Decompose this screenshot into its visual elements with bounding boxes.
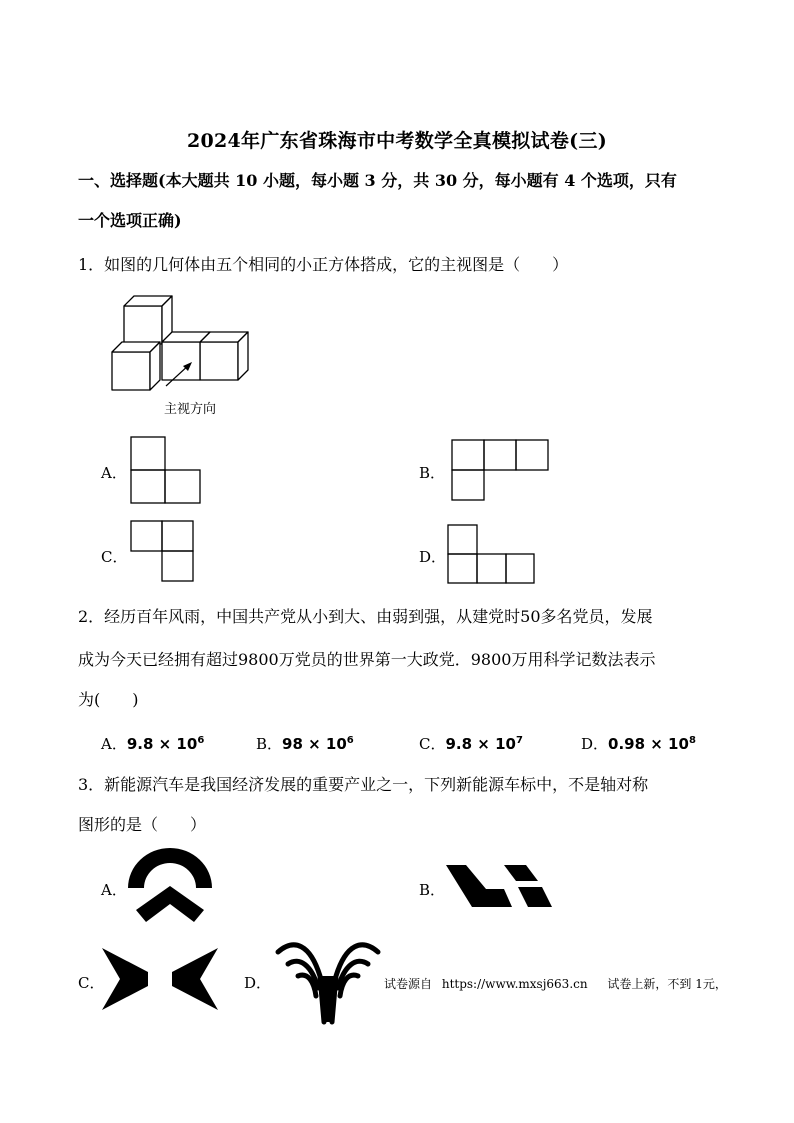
q2-option-c (419, 733, 523, 754)
q3-option-b-logo (446, 863, 556, 909)
q1-option-d-figure (447, 524, 535, 584)
q1-option-d-label: D． (419, 548, 447, 566)
q2-option-c-exp: 7 (515, 735, 523, 746)
q2-option-a-exp: 6 (197, 735, 205, 746)
q1-option-a-figure (130, 436, 202, 504)
q3-option-c-label: C． (78, 974, 105, 992)
q1-option-b-label: B． (419, 464, 446, 482)
q2-stem-line1: 2．经历百年风雨，中国共产党从小到大、由弱到强，从建党时50多名党员，发展 (78, 607, 653, 626)
q1-option-a-label: A． (101, 464, 127, 482)
q3-option-b-label: B． (419, 881, 446, 899)
q1-figure-caption: 主视方向 (164, 402, 217, 417)
q2-option-d-label: D． (581, 735, 609, 753)
q2-option-a-label: A． (101, 735, 127, 753)
section-heading-line2: 一个选项正确) (78, 211, 182, 230)
footer-watermark (384, 975, 727, 992)
footer-url[interactable]: https://www.mxsj663.cn (441, 977, 588, 991)
q1-solid-figure (108, 290, 258, 400)
q2-option-b-base: 98 × 10 (282, 735, 347, 753)
q2-option-c-label: C． (419, 735, 446, 753)
q2-option-b-exp: 6 (346, 735, 354, 746)
q3-option-c-logo (102, 946, 218, 1012)
q2-option-c-base: 9.8 × 10 (445, 735, 516, 753)
q2-option-b (256, 733, 354, 754)
q1-option-c-label: C． (101, 548, 128, 566)
q3-option-d-label: D． (244, 974, 272, 992)
footer-source: 试卷源自 (384, 977, 433, 991)
q2-option-d (581, 733, 696, 754)
q2-stem-line3: 为( ) (78, 690, 139, 709)
q1-option-c-figure (130, 520, 194, 582)
q1-stem: 1．如图的几何体由五个相同的小正方体搭成，它的主视图是（ ） (78, 255, 569, 274)
q3-option-a-logo (126, 848, 214, 924)
page-title: 2024年广东省珠海市中考数学全真模拟试卷(三) (186, 130, 608, 152)
q2-option-a-base: 9.8 × 10 (126, 735, 198, 753)
section-heading-line1: 一、选择题(本大题共 10 小题，每小题 3 分，共 30 分，每小题有 4 个选项，只有 (78, 171, 677, 190)
q2-stem-line2: 成为今天已经拥有超过9800万党员的世界第一大政党．9800万用科学记数法表示 (78, 650, 656, 669)
q3-stem-line1: 3．新能源汽车是我国经济发展的重要产业之一，下列新能源车标中，不是轴对称 (78, 775, 649, 794)
q2-option-d-base: 0.98 × 10 (608, 735, 689, 753)
q1-option-b-figure (451, 439, 549, 501)
q2-option-a (101, 733, 204, 754)
footer-note: 试卷上新，不到 1元， (607, 977, 727, 991)
q3-option-d-logo (276, 936, 380, 1024)
q3-stem-line2: 图形的是（ ） (78, 815, 207, 834)
q2-option-d-exp: 8 (688, 735, 696, 746)
q3-option-a-label: A． (101, 881, 127, 899)
q2-option-b-label: B． (256, 735, 283, 753)
